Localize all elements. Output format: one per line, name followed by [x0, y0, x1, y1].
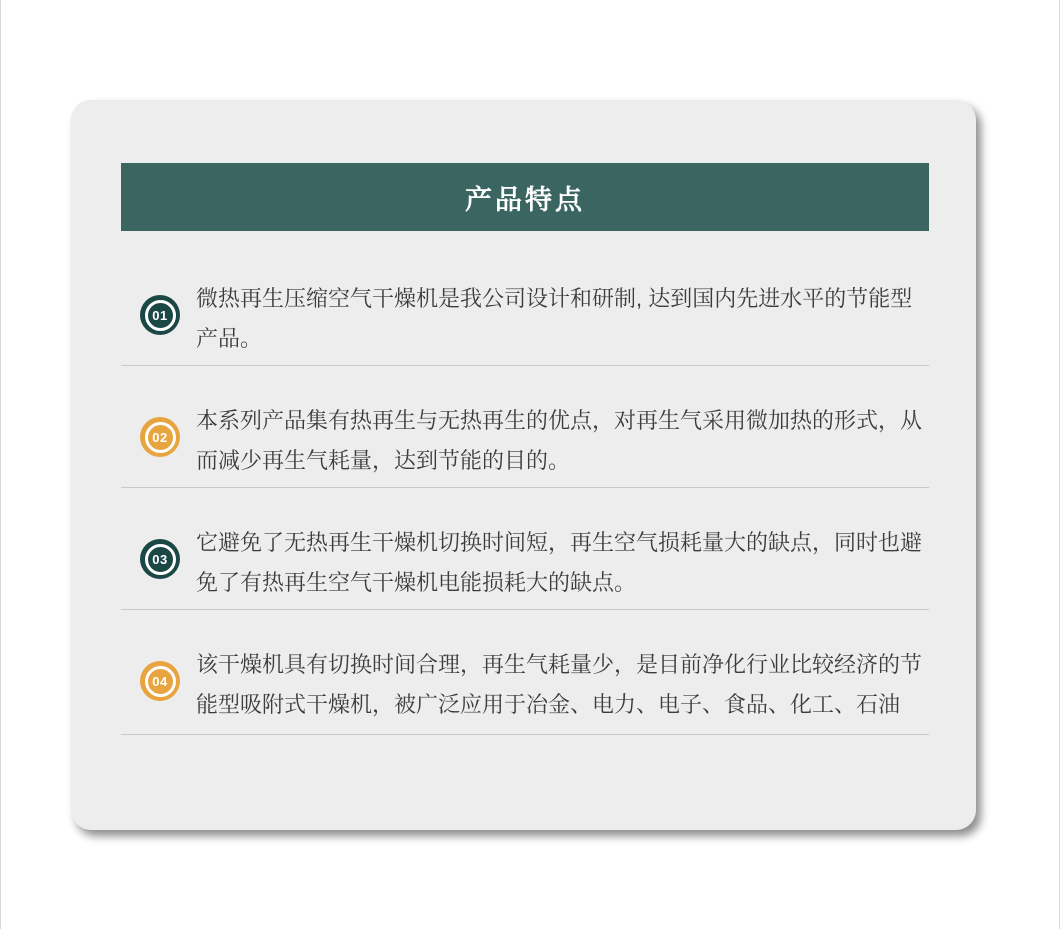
number-badge-04: [140, 661, 180, 701]
section-header-bar: [121, 163, 929, 231]
feature-text: 本系列产品集有热再生与无热再生的优点，对再生气采用微加热的形式，从而减少再生气耗量，达到节能的目的。: [196, 408, 923, 473]
number-badge-inner: [145, 544, 176, 575]
section-title: 产品特点: [465, 184, 585, 215]
badge-number: 02: [152, 429, 168, 445]
number-badge-02: [140, 417, 180, 457]
badge-number: 03: [152, 551, 168, 567]
feature-item-1: [121, 279, 929, 366]
feature-item-4: [121, 610, 929, 735]
badge-number: 04: [152, 673, 168, 689]
number-badge-03: [140, 539, 180, 579]
number-badge-inner: [145, 422, 176, 453]
product-features-card: [71, 100, 976, 830]
badge-number: 01: [152, 307, 168, 323]
feature-text: 该干燥机具有切换时间合理，再生气耗量少，是目前净化行业比较经济的节能型吸附式干燥机，被广泛应用于冶金、电力、电子、食品、化工、石油: [196, 652, 923, 717]
feature-item-2: [121, 366, 929, 488]
feature-text: 它避免了无热再生干燥机切换时间短，再生空气损耗量大的缺点，同时也避免了有热再生空气干燥机电能损耗大的缺点。: [196, 530, 923, 595]
number-badge-inner: [145, 666, 176, 697]
feature-text: 微热再生压缩空气干燥机是我公司设计和研制, 达到国内先进水平的节能型产品。: [196, 286, 913, 351]
number-badge-inner: [145, 300, 176, 331]
feature-list: [121, 279, 929, 735]
feature-item-3: [121, 488, 929, 610]
card-inner: [71, 100, 976, 830]
number-badge-01: [140, 295, 180, 335]
